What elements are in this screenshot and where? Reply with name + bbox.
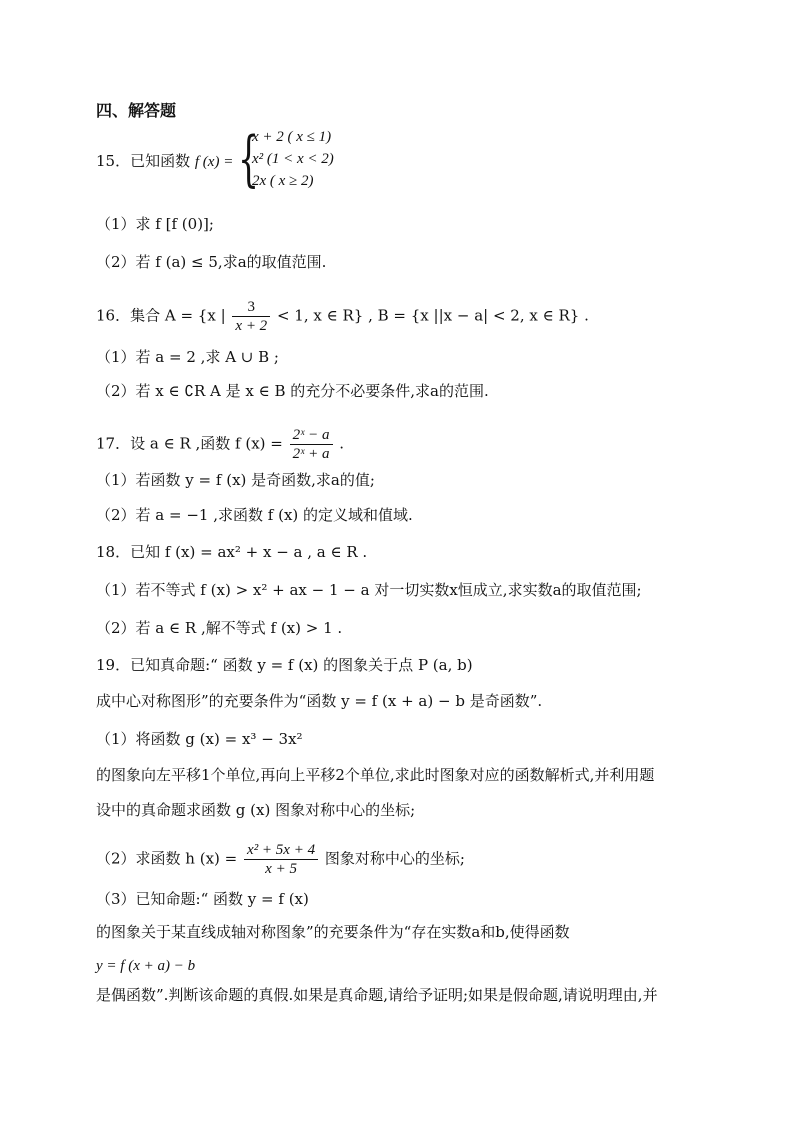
case-1: x + 2 ( x ≤ 1) [252, 129, 332, 145]
problem-15-stem [96, 151, 233, 172]
problem-17-stem-a: 17．设 a ∈ R ,函数 f (x) = [96, 434, 283, 453]
problem-15-label: 15．已知函数 [96, 152, 191, 170]
fraction-denominator: x + 2 [235, 318, 268, 334]
case-3: 2x ( x ≥ 2) [252, 173, 314, 189]
fraction-numerator: 3 [232, 298, 270, 317]
problem-19-q2-b: 图象对称中心的坐标; [324, 849, 465, 868]
problem-18-q2: （2）若 a ∈ R ,解不等式 f (x) > 1 . [96, 619, 343, 637]
problem-19-q3-b: 的图象关于某直线成轴对称图象”的充要条件为“存在实数a和b,使得函数 [96, 923, 570, 941]
problem-19-q3-a: （3）已知命题:“ 函数 y = f (x) [96, 890, 309, 908]
problem-18-q1: （1）若不等式 f (x) > x² + ax − 1 − a 对一切实数x恒成立,求实数a的取值范围; [96, 581, 642, 599]
problem-19-line1: 19．已知真命题:“ 函数 y = f (x) 的图象关于点 P (a, b) [96, 656, 473, 674]
piecewise-cases [252, 126, 334, 192]
problem-19-q2-a: （2）求函数 h (x) = [96, 849, 238, 868]
fraction-denominator: x + 5 [265, 861, 297, 877]
problem-17-q2: （2）若 a = −1 ,求函数 f (x) 的定义域和值域. [96, 506, 413, 524]
problem-18-stem: 18．已知 f (x) = ax² + x − a , a ∈ R . [96, 543, 368, 561]
problem-15-function: f (x) = [194, 154, 234, 170]
section-title: 四、解答题 [96, 101, 177, 120]
problem-15-q2: （2）若 f (a) ≤ 5,求a的取值范围. [96, 253, 327, 271]
problem-16-stem-b: < 1, x ∈ R} , B = {x ||x − a| < 2, x ∈ R} . [276, 306, 589, 325]
problem-19-q1-c: 设中的真命题求函数 g (x) 图象对称中心的坐标; [96, 801, 416, 819]
problem-19-q3-c: y = f (x + a) − b [96, 958, 196, 974]
problem-16-stem-a: 16．集合 A = {x | [96, 306, 226, 325]
problem-16-q2: （2）若 x ∈ ∁R A 是 x ∈ B 的充分不必要条件,求a的范围. [96, 382, 489, 400]
fraction-numerator: x² + 5x + 4 [244, 841, 318, 860]
problem-17-fraction [290, 426, 333, 463]
fraction-denominator: 2ˣ + a [292, 446, 330, 462]
problem-19-q2 [96, 841, 465, 878]
problem-17-stem-b: . [339, 434, 345, 453]
problem-16-stem [96, 298, 589, 335]
problem-19-fraction [244, 841, 318, 878]
problem-19-line2: 成中心对称图形”的充要条件为“函数 y = f (x + a) − b 是奇函数”. [96, 692, 543, 710]
problem-19-q3-d: 是偶函数”.判断该命题的真假.如果是真命题,请给予证明;如果是假命题,请说明理由,并 [96, 986, 658, 1004]
problem-19-q1-a: （1）将函数 g (x) = x³ − 3x² [96, 730, 303, 748]
problem-17-q1: （1）若函数 y = f (x) 是奇函数,求a的值; [96, 471, 375, 489]
case-2: x² (1 < x < 2) [252, 151, 334, 167]
problem-17-stem [96, 426, 344, 463]
problem-16-fraction [232, 298, 270, 335]
problem-19-q1-b: 的图象向左平移1个单位,再向上平移2个单位,求此时图象对应的函数解析式,并利用题 [96, 766, 655, 784]
problem-16-q1: （1）若 a = 2 ,求 A ∪ B ; [96, 348, 279, 366]
problem-15-q1: （1）求 f [f (0)]; [96, 215, 214, 233]
piecewise-brace: { [238, 124, 260, 194]
fraction-numerator: 2ˣ − a [290, 426, 333, 445]
